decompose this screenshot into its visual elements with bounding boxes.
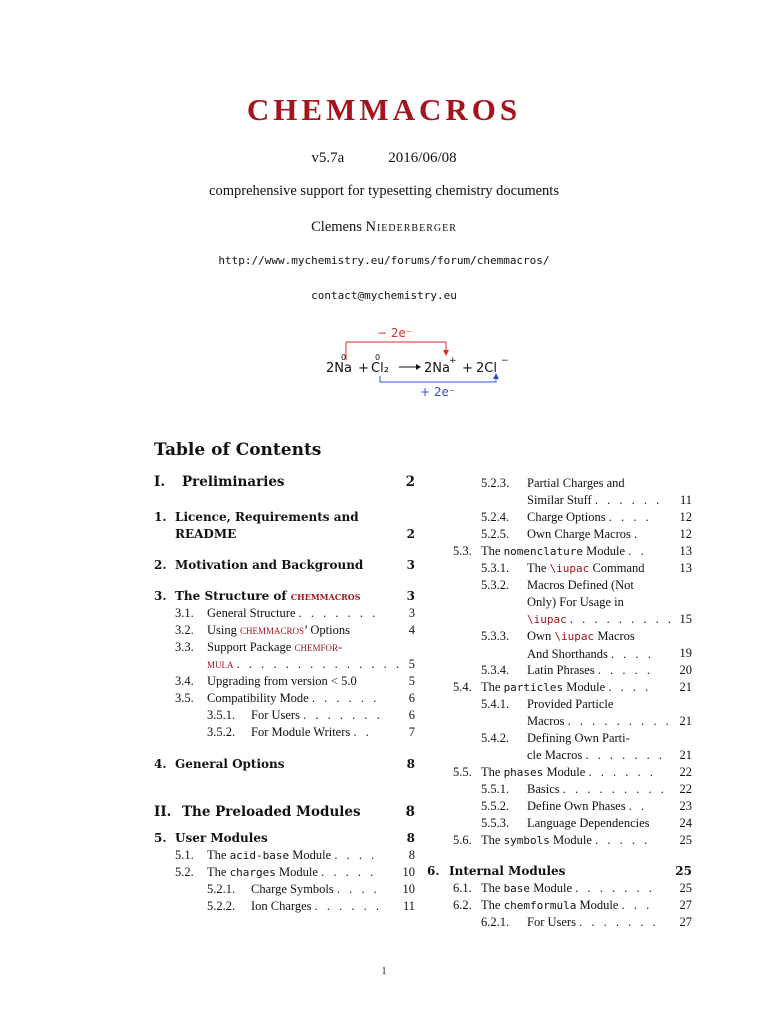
toc-entry[interactable] — [427, 543, 692, 560]
toc-right-column — [427, 475, 692, 931]
entry-page: 6 — [408, 691, 415, 705]
entry-title: User Modules — [175, 831, 268, 845]
dot-leaders: . . . . . . . — [575, 881, 655, 895]
package-name: chemmacros — [290, 589, 361, 603]
macro-name: \iupac — [554, 630, 595, 643]
entry-title: Using — [207, 623, 237, 637]
entry-number: 5. — [154, 831, 167, 845]
redox-reaction-diagram — [300, 320, 540, 405]
release-date: 2016/06/08 — [388, 150, 457, 166]
entry-title: The — [481, 881, 501, 895]
entry-title: Charge Options — [527, 510, 606, 524]
entry-page: 11 — [402, 899, 415, 913]
entry-page: 5 — [408, 657, 415, 671]
entry-number: 5.3.2. — [481, 578, 510, 592]
entry-page: 6 — [408, 708, 415, 722]
plus-sign-2: + — [462, 361, 473, 376]
toc-entry[interactable] — [427, 764, 692, 781]
entry-page: 3 — [406, 558, 415, 572]
entry-page: 24 — [679, 816, 692, 830]
toc-entry[interactable] — [154, 673, 415, 690]
document-subtitle: comprehensive support for typesetting chemistry documents — [209, 183, 559, 199]
toc-entry[interactable] — [154, 474, 415, 494]
entry-page: 23 — [679, 799, 692, 813]
entry-title: The — [481, 544, 501, 558]
entry-number: 5.5.1. — [481, 782, 510, 796]
entry-title-suffix: Module — [292, 848, 332, 862]
entry-title: Own Charge Macros — [527, 527, 631, 541]
dot-leaders: . . . . . . — [594, 492, 663, 507]
toc-entry[interactable] — [427, 560, 692, 577]
dot-leaders: . . . . . . . . . . . . . . — [236, 656, 402, 671]
entry-number: 4. — [154, 757, 167, 771]
oxidation-bracket — [346, 342, 446, 360]
entry-title-suffix: Macros — [597, 629, 635, 643]
entry-title: The — [481, 898, 501, 912]
module-name: symbols — [503, 834, 550, 847]
entry-title: General Options — [175, 757, 285, 771]
entry-title: Macros Defined (Not — [527, 578, 634, 592]
entry-title-suffix: Module — [546, 765, 586, 779]
entry-title: The — [207, 865, 227, 879]
page-number: 1 — [381, 966, 387, 977]
dot-leaders: . — [634, 527, 641, 541]
entry-title-suffix: Module — [279, 865, 318, 879]
entry-page: 25 — [679, 881, 692, 895]
entry-title: The — [481, 680, 501, 694]
entry-number: 6.2. — [453, 898, 472, 912]
dot-leaders: . . — [628, 544, 647, 558]
toc-entry[interactable] — [427, 897, 692, 914]
entry-title-line2: Only) For Usage in — [527, 594, 624, 609]
module-name: nomenclature — [503, 545, 584, 558]
reduction-bracket — [380, 376, 496, 382]
module-name: base — [503, 882, 531, 895]
entry-title: Define Own Phases — [527, 799, 626, 813]
dot-leaders: . . . . . . . . . — [562, 782, 667, 796]
entry-number: 5.2.3. — [481, 476, 510, 490]
entry-title: Provided Particle — [527, 697, 614, 711]
entry-number: I. — [154, 474, 166, 490]
entry-title: For Users — [527, 915, 576, 929]
entry-page: 10 — [402, 865, 415, 879]
entry-title: General Structure — [207, 606, 296, 620]
electrons-released-label: − 2e⁻ — [377, 326, 413, 340]
entry-page: 20 — [679, 663, 692, 677]
dot-leaders: . . . . . . . — [298, 606, 379, 620]
chloride-charge: − — [501, 356, 509, 366]
toc-entry[interactable] — [154, 707, 415, 724]
reactant-sodium: 2Na — [326, 361, 352, 376]
toc-entry[interactable] — [154, 756, 415, 773]
entry-page: 25 — [675, 864, 692, 878]
entry-title: Ion Charges — [251, 899, 312, 913]
entry-page: 2 — [406, 527, 415, 541]
entry-page: 3 — [408, 606, 415, 620]
entry-number: 3.3. — [175, 640, 194, 654]
entry-page: 22 — [679, 782, 692, 796]
toc-entry[interactable] — [427, 577, 692, 628]
entry-title-suffix: Module — [533, 881, 573, 895]
entry-title: The Preloaded Modules — [182, 804, 361, 820]
entry-page: 11 — [679, 493, 692, 507]
module-name: phases — [503, 766, 544, 779]
version-line — [0, 150, 768, 167]
entry-number: 3.2. — [175, 623, 194, 637]
entry-number: 3.5.1. — [207, 708, 236, 722]
entry-page: 21 — [679, 748, 692, 762]
toc-entry[interactable] — [427, 781, 692, 798]
toc-left-column — [154, 474, 415, 915]
toc-entry[interactable] — [427, 526, 692, 543]
toc-entry[interactable] — [427, 475, 692, 509]
entry-title-line2: Similar Stuff — [527, 492, 592, 507]
entry-number: 5.5.2. — [481, 799, 510, 813]
entry-number: 5.2. — [175, 865, 194, 879]
entry-page: 3 — [406, 589, 415, 603]
entry-number: 5.5.3. — [481, 816, 510, 830]
entry-title: The Structure of — [175, 589, 287, 603]
dot-leaders: . . . . — [334, 848, 378, 862]
dot-leaders: . . . . . — [597, 663, 653, 677]
entry-title-line2: cle Macros — [527, 747, 583, 762]
entry-title: Compatibility Mode — [207, 691, 309, 705]
entry-number: 5.3.3. — [481, 629, 510, 643]
entry-number: 5.2.1. — [207, 882, 236, 896]
toc-entry[interactable] — [154, 881, 415, 898]
entry-title: Internal Modules — [449, 864, 566, 878]
entry-number: 3. — [154, 589, 167, 603]
entry-number: 5.6. — [453, 833, 472, 847]
entry-page: 27 — [679, 915, 692, 929]
toc-entry[interactable] — [154, 804, 415, 824]
entry-page: 12 — [679, 510, 692, 524]
entry-number: 5.2.4. — [481, 510, 510, 524]
entry-title: The — [207, 848, 227, 862]
dot-leaders: . . . . — [611, 646, 654, 661]
product-chloride-ion: 2Cl — [476, 361, 497, 376]
dot-leaders: . . . . — [608, 680, 652, 694]
entry-number: 5.3.1. — [481, 561, 510, 575]
entry-number: 1. — [154, 510, 167, 524]
toc-entry[interactable] — [154, 830, 415, 847]
entry-number: 3.5.2. — [207, 725, 236, 739]
entry-title: Latin Phrases — [527, 663, 595, 677]
entry-title: Own — [527, 629, 552, 643]
entry-title-suffix: Module — [566, 680, 606, 694]
forum-url-link[interactable]: http://www.mychemistry.eu/forums/forum/chemmacros/ — [218, 254, 550, 267]
entry-page: 21 — [679, 714, 692, 728]
zero-ox-cl: 0 — [375, 353, 381, 362]
entry-page: 27 — [679, 898, 692, 912]
entry-title: The — [481, 833, 501, 847]
entry-number: 3.4. — [175, 674, 194, 688]
entry-page: 8 — [405, 804, 415, 820]
entry-page: 15 — [679, 612, 692, 626]
entry-title: The — [481, 765, 501, 779]
module-name: charges — [229, 866, 276, 879]
toc-entry[interactable] — [154, 622, 415, 639]
reaction-arrow-head — [416, 364, 421, 370]
entry-page: 8 — [406, 831, 415, 845]
entry-title: Licence, Requirements and — [175, 510, 359, 524]
entry-number: 5.2.5. — [481, 527, 510, 541]
entry-page: 13 — [679, 544, 692, 558]
entry-number: 5.5. — [453, 765, 472, 779]
toc-entry[interactable] — [427, 832, 692, 849]
dot-leaders: . . . . . . . — [303, 708, 383, 722]
dot-leaders: . . . . . — [321, 865, 377, 879]
author — [0, 219, 768, 236]
entry-page: 21 — [679, 680, 692, 694]
dot-leaders: . . . . . . . . . — [569, 611, 674, 626]
dot-leaders: . . . . — [336, 882, 380, 896]
entry-number: 5.4.2. — [481, 731, 510, 745]
toc-entry[interactable] — [427, 914, 692, 931]
reactant-chlorine: Cl₂ — [371, 361, 389, 376]
module-name: chemformula — [503, 899, 577, 912]
entry-number: 5.4.1. — [481, 697, 510, 711]
entry-title: Preliminaries — [182, 474, 285, 490]
entry-page: 19 — [679, 646, 692, 660]
entry-title: Basics — [527, 782, 560, 796]
entry-title: Language Dependencies — [527, 816, 650, 830]
electrons-gained-label: + 2e⁻ — [420, 385, 456, 399]
product-sodium-ion: 2Na — [424, 361, 450, 376]
module-name: particles — [503, 681, 564, 694]
entry-title: For Module Writers — [251, 725, 351, 739]
toc-entry[interactable] — [154, 557, 415, 574]
entry-title: Support Package — [207, 640, 292, 654]
toc-entry[interactable] — [427, 662, 692, 679]
entry-number: 5.3. — [453, 544, 472, 558]
entry-number: 3.1. — [175, 606, 194, 620]
entry-title-suffix: Command — [592, 561, 645, 575]
dot-leaders: . . . . . . — [588, 765, 656, 779]
module-name: acid-base — [229, 849, 290, 862]
entry-title-suffix: ’ Options — [304, 623, 350, 637]
plus-sign: + — [358, 361, 369, 376]
zero-ox-na: 0 — [341, 353, 347, 362]
dot-leaders: . . . — [621, 898, 653, 912]
toc-entry[interactable] — [427, 696, 692, 730]
entry-page: 2 — [405, 474, 415, 490]
entry-title-suffix: Module — [586, 544, 626, 558]
sodium-charge: + — [449, 356, 457, 366]
toc-entry[interactable] — [427, 863, 692, 880]
toc-entry[interactable] — [427, 679, 692, 696]
entry-page: 7 — [408, 725, 415, 739]
dot-leaders: . . . . . . — [311, 691, 380, 705]
entry-number: II. — [154, 804, 172, 820]
toc-entry[interactable] — [154, 605, 415, 622]
entry-page: 22 — [679, 765, 692, 779]
entry-page: 13 — [679, 561, 692, 575]
entry-number: 5.1. — [175, 848, 194, 862]
entry-title: Charge Symbols — [251, 882, 334, 896]
toc-entry[interactable] — [154, 864, 415, 881]
macro-name: \iupac — [527, 612, 567, 626]
contact-email-link[interactable]: contact@mychemistry.eu — [311, 289, 457, 302]
entry-number: 5.4. — [453, 680, 472, 694]
toc-entry[interactable] — [427, 509, 692, 526]
entry-title: The — [527, 561, 547, 575]
toc-entry[interactable] — [154, 898, 415, 915]
entry-page: 12 — [679, 527, 692, 541]
entry-page: 8 — [408, 848, 415, 862]
entry-page: 25 — [679, 833, 692, 847]
dot-leaders: . . — [353, 725, 372, 739]
entry-title: Partial Charges and — [527, 476, 625, 490]
entry-number: 5.2.2. — [207, 899, 236, 913]
toc-entry[interactable] — [154, 724, 415, 741]
entry-number: 6. — [427, 864, 440, 878]
dot-leaders: . . . . . — [595, 833, 651, 847]
entry-page: 8 — [406, 757, 415, 771]
entry-title-suffix: Module — [553, 833, 592, 847]
entry-title-line2: And Shorthands — [527, 646, 608, 661]
entry-title: Motivation and Background — [175, 558, 364, 572]
version: v5.7a — [311, 150, 345, 166]
entry-title-line2: README — [175, 526, 237, 541]
toc-entry[interactable] — [427, 730, 692, 764]
toc-entry[interactable] — [427, 880, 692, 897]
dot-leaders: . . — [628, 799, 648, 813]
entry-title-line2: Macros — [527, 713, 565, 728]
dot-leaders: . . . . . . — [314, 899, 383, 913]
entry-number: 5.3.4. — [481, 663, 510, 677]
dot-leaders: . . . . — [608, 510, 652, 524]
toc-entry[interactable] — [154, 690, 415, 707]
entry-title: Upgrading from version < 5.0 — [207, 674, 357, 688]
entry-title-suffix: Module — [579, 898, 619, 912]
entry-page: 5 — [408, 674, 415, 688]
macro-name: \iupac — [549, 562, 590, 575]
entry-page: 10 — [402, 882, 415, 896]
entry-page: 4 — [408, 623, 415, 637]
entry-number: 2. — [154, 558, 167, 572]
author-first-name: Clemens — [311, 219, 362, 235]
dot-leaders: . . . . . . . — [585, 747, 665, 762]
entry-title: Defining Own Parti- — [527, 731, 630, 745]
dot-leaders: . . . . . . . . . — [567, 713, 672, 728]
toc-entry[interactable] — [154, 509, 415, 543]
toc-entry[interactable] — [154, 588, 415, 605]
package-name-line2: mula — [207, 656, 234, 671]
package-name: chemfor- — [294, 640, 343, 654]
entry-number: 6.2.1. — [481, 915, 510, 929]
dot-leaders: . . . . . . . — [579, 915, 659, 929]
toc-entry[interactable] — [154, 639, 415, 673]
entry-title: For Users — [251, 708, 300, 722]
toc-entry[interactable] — [427, 815, 692, 832]
author-last-name: Niederberger — [365, 219, 457, 235]
toc-entry[interactable] — [154, 847, 415, 864]
toc-entry[interactable] — [427, 798, 692, 815]
entry-number: 3.5. — [175, 691, 194, 705]
package-name: chemmacros — [240, 623, 305, 637]
entry-number: 6.1. — [453, 881, 472, 895]
toc-entry[interactable] — [427, 628, 692, 662]
document-title: CHEMMACROS — [246, 92, 522, 127]
toc-heading: Table of Contents — [154, 440, 322, 460]
